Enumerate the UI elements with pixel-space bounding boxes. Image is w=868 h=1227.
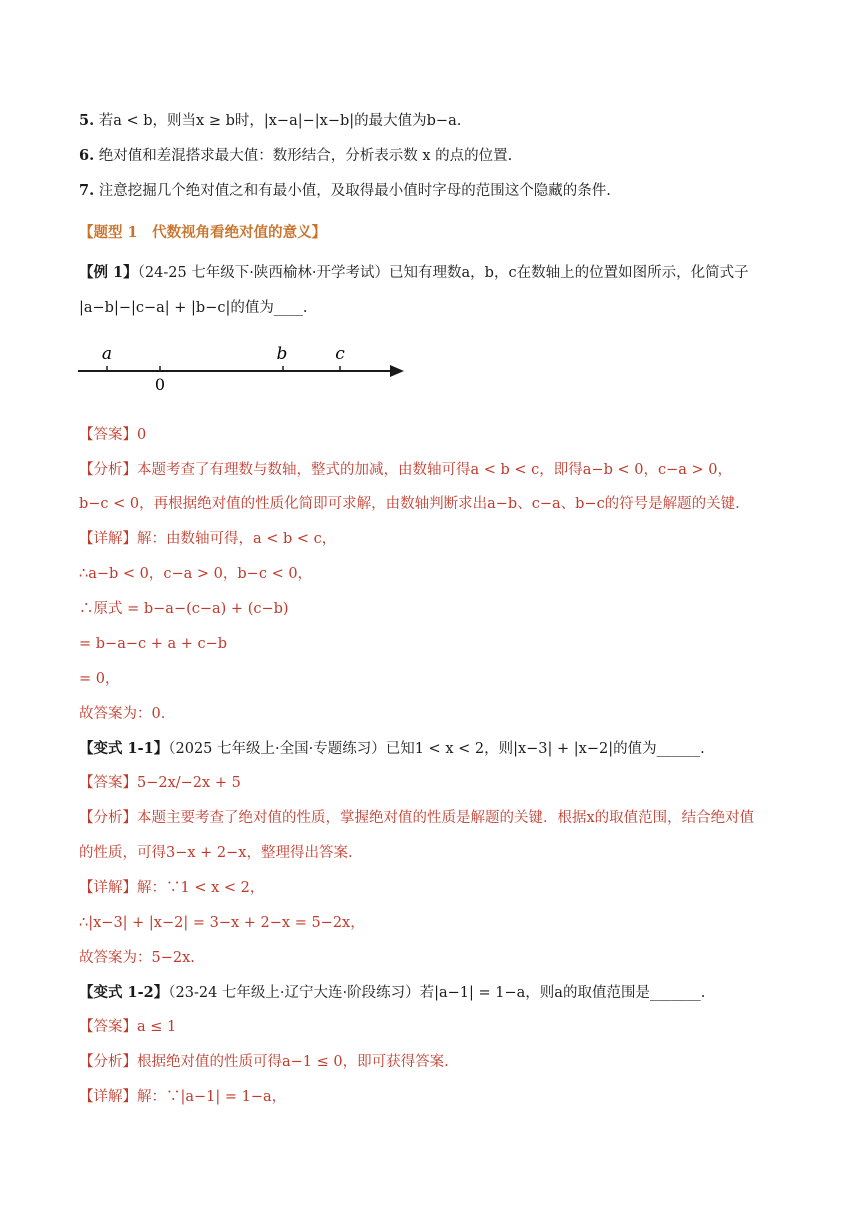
variant1-detail-line1 (79, 878, 264, 898)
variant1-analysis-line2: 的性质，可得3−x + 2−x，整理得出答案. (79, 845, 353, 861)
label-b: b (276, 344, 288, 364)
detail-text: 解：由数轴可得，a < b < c， (137, 531, 337, 547)
analysis-tag: 【分析】 (79, 1054, 137, 1070)
point-number: 6. (79, 147, 95, 164)
point-6 (79, 146, 512, 166)
analysis-text: 根据绝对值的性质可得a−1 ≤ 0，即可获得答案. (137, 1054, 449, 1070)
answer-value: 0 (137, 427, 147, 443)
detail-text: 解：∵|a−1| = 1−a， (137, 1089, 287, 1105)
point-text: 绝对值和差混搭求最大值：数形结合，分析表示数 x 的点的位置. (98, 148, 513, 164)
variant2-analysis (79, 1052, 449, 1072)
detail-tag: 【详解】 (79, 880, 137, 896)
analysis-tag: 【分析】 (79, 810, 137, 826)
variant1-question (79, 739, 705, 759)
example1-detail-line3: ∴原式 = b−a−(c−a) + (c−b) (79, 601, 289, 617)
example1-answer (79, 425, 146, 445)
example1-question-line1 (79, 263, 749, 283)
example1-detail-line4: = b−a−c + a + c−b (79, 636, 228, 652)
label-a: a (101, 344, 113, 364)
example-question: （24-25 七年级下·陕西榆林·开学考试）已知有理数a，b，c在数轴上的位置如图所示，化简式子 (137, 265, 749, 281)
detail-tag: 【详解】 (79, 531, 137, 547)
variant-question: （23-24 七年级上·辽宁大连·阶段练习）若|a−1| = 1−a，则a的取值范围是_______. (168, 985, 706, 1001)
number-line-arrow (390, 365, 404, 377)
variant2-detail (79, 1087, 286, 1107)
answer-value: 5−2x/−2x + 5 (137, 775, 241, 791)
detail-text: 解：∵1 < x < 2， (137, 880, 265, 896)
variant-question: （2025 七年级上·全国·专题练习）已知1 < x < 2，则|x−3| + |x−2|的值为______. (168, 741, 705, 757)
point-text: 注意挖掘几个绝对值之和有最小值，及取得最小值时字母的范围这个隐藏的条件. (98, 183, 611, 199)
point-number: 5. (79, 112, 95, 129)
variant1-detail-line2: ∴|x−3| + |x−2| = 3−x + 2−x = 5−2x， (79, 915, 365, 931)
example-tag: 【例 1】 (79, 264, 138, 281)
variant1-detail-line3: 故答案为：5−2x. (79, 950, 195, 966)
variant1-analysis-line1 (79, 808, 754, 828)
detail-tag: 【详解】 (79, 1089, 137, 1105)
analysis-text: 本题考查了有理数与数轴，整式的加减，由数轴可得a < b < c，即得a−b < 0，c−a > 0， (137, 462, 732, 478)
analysis-text: 本题主要考查了绝对值的性质，掌握绝对值的性质是解题的关键．根据x的取值范围，结合绝对值 (137, 810, 755, 826)
example1-detail-line6: 故答案为：0. (79, 706, 166, 722)
number-line-figure (78, 340, 408, 396)
point-7 (79, 181, 611, 201)
answer-tag: 【答案】 (79, 775, 137, 791)
answer-tag: 【答案】 (79, 1019, 137, 1035)
label-c: c (335, 344, 345, 364)
analysis-tag: 【分析】 (79, 462, 137, 478)
variant2-question (79, 983, 705, 1003)
variant2-answer (79, 1017, 176, 1037)
section-title: 【题型 1 代数视角看绝对值的意义】 (79, 224, 327, 241)
answer-value: a ≤ 1 (137, 1019, 177, 1035)
example1-analysis-line1 (79, 460, 732, 480)
point-text: 若a < b，则当x ≥ b时，|x−a|−|x−b|的最大值为b−a. (98, 113, 462, 129)
variant1-answer (79, 773, 241, 793)
example1-analysis-line2: b−c < 0，再根据绝对值的性质化简即可求解，由数轴判断求出a−b、c−a、b−c的符号是解题的关键. (79, 496, 740, 512)
example1-detail-line1 (79, 529, 336, 549)
answer-tag: 【答案】 (79, 427, 137, 443)
point-5 (79, 111, 461, 131)
variant-tag: 【变式 1-2】 (79, 984, 169, 1001)
example1-detail-line5: = 0， (79, 671, 120, 687)
label-zero: 0 (154, 375, 166, 394)
example1-detail-line2: ∴a−b < 0，c−a > 0，b−c < 0， (79, 566, 313, 582)
example1-question-line2: |a−b|−|c−a| + |b−c|的值为____. (79, 300, 308, 316)
point-number: 7. (79, 182, 95, 199)
variant-tag: 【变式 1-1】 (79, 740, 169, 757)
